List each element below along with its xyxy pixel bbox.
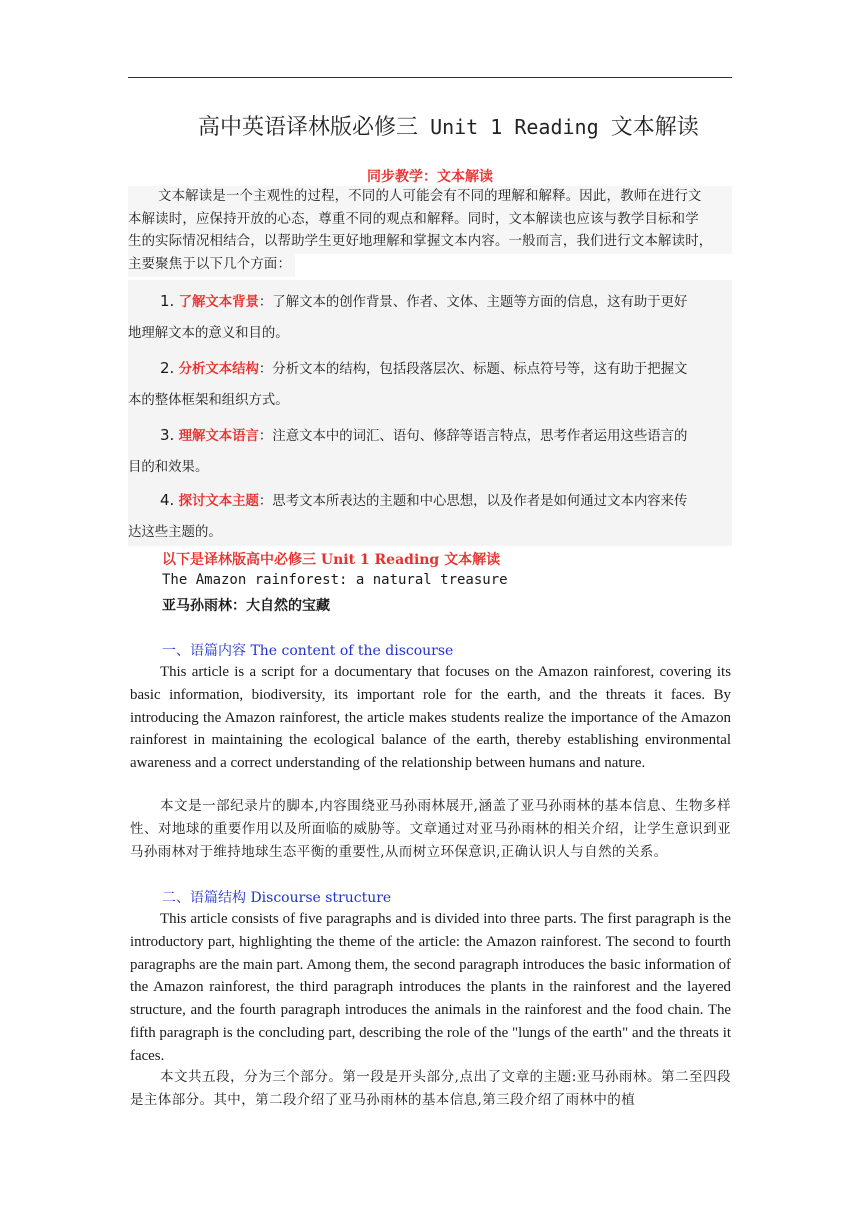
sync-heading: 同步教学：文本解读 [367,169,493,185]
intro-line: 生的实际情况相结合，以帮助学生更好地理解和掌握文本内容。一般而言，我们进行文本解读时， [128,231,732,254]
intro-paragraph [128,186,732,286]
point-label: 理解文本语言 [178,429,259,444]
chinese-title: 亚马孙雨林：大自然的宝藏 [162,598,330,614]
title-cn-suffix: 文本解读 [610,115,699,140]
intro-line: 主要聚焦于以下几个方面： [128,254,295,277]
intro-line: 文本解读是一个主观性的过程，不同的人可能会有不同的理解和解释。因此，教师在进行文 [128,186,732,209]
focus-points-list [128,280,732,546]
title-cn-prefix: 高中英语译林版必修三 [198,115,419,140]
paragraph-structure-cn: 本文共五段，分为三个部分。第一段是开头部分,点出了文章的主题:亚马孙雨林。第二至四段是主体部分。其中，第二段介绍了亚马孙雨林的基本信息,第三段介绍了雨林中的植 [130,1069,731,1108]
point-label: 探讨文本主题 [178,494,259,509]
paragraph-content-cn: 本文是一部纪录片的脚本,内容围绕亚马孙雨林展开,涵盖了亚马孙雨林的基本信息、生物多样性、对地球的重要作用以及所面临的威胁等。文章通过对亚马孙雨林的相关介绍，让学生意识到亚马孙雨林对于维持地球生态平衡的重要性,从而树立环保意识,正确认识人与自然的关系。 [130,798,731,860]
english-title: The Amazon rainforest: a natural treasure [162,572,508,588]
focus-point-2: 2. 分析文本结构：分析文本的结构，包括段落层次、标题、标点符号等，这有助于把握文 本的整体框架和组织方式。 [128,359,688,408]
section-heading-red: 以下是译林版高中必修三 Unit 1 Reading 文本解读 [162,552,501,568]
paragraph-structure-en: This article consists of five paragraphs and is divided into three parts. The first paragraph is the introductory part, highlighting the theme of the article: the Amazon rainforest. The second to fourth paragraphs are the main part. Among them, the second paragraph introduces the basic information of the Amazon rainforest, the third paragraph introduces the plants in the rainforest and the layered structure, and the fourth paragraph introduces the animals in the rainforest and the food chain. The fifth paragraph is the concluding part, describing the role of the "lungs of the earth" and the threats it faces. [130,911,731,1064]
header-rule [128,77,732,78]
heading-discourse-content: 一、语篇内容 The content of the discourse [162,643,454,659]
point-label: 分析文本结构 [178,362,259,377]
focus-point-1: 1. 了解文本背景：了解文本的创作背景、作者、文体、主题等方面的信息，这有助于更好 地理解文本的意义和目的。 [128,292,688,341]
heading-discourse-structure: 二、语篇结构 Discourse structure [162,890,392,906]
point-label: 了解文本背景 [178,295,259,310]
focus-point-4: 4. 探讨文本主题：思考文本所表达的主题和中心思想，以及作者是如何通过文本内容来传 达这些主题的。 [128,491,688,540]
focus-point-3: 3. 理解文本语言：注意文本中的词汇、语句、修辞等语言特点，思考作者运用这些语言的 目的和效果。 [128,426,688,475]
page-title [198,110,738,141]
intro-line: 本解读时，应保持开放的心态，尊重不同的观点和解释。同时，文本解读也应该与教学目标和学 [128,209,732,232]
title-en: Unit 1 Reading [430,115,599,139]
paragraph-content-en: This article is a script for a documentary that focuses on the Amazon rainforest, covering its basic information, biodiversity, its important role for the earth, and the threats it faces. By introducing the Amazon rainforest, the article makes students realize the importance of the Amazon rainforest in maintaining the ecological balance of the earth, thereby establishing environmental awareness and a correct understanding of the relationship between humans and nature. [130,664,731,772]
